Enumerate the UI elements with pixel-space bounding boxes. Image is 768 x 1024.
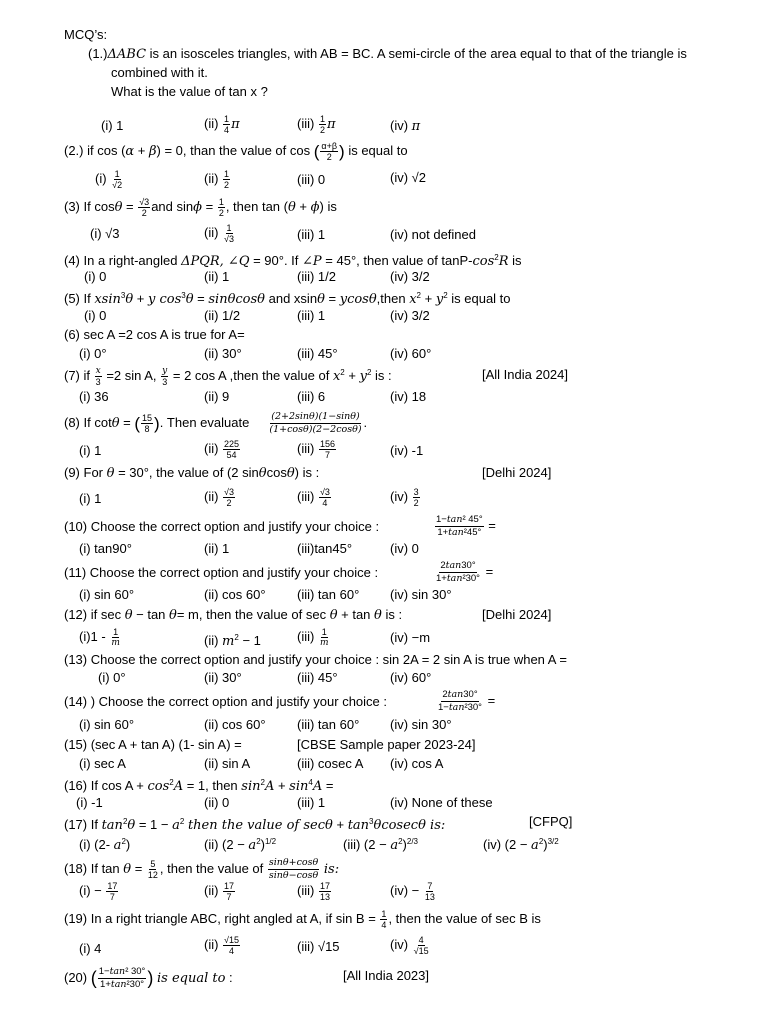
q2-option-4: (iv) √2	[390, 170, 427, 185]
q10-option-3: (iii)tan45°	[297, 541, 353, 556]
q20-source: [All India 2023]	[343, 968, 430, 983]
q8-option-1: (i) 1	[79, 443, 102, 458]
q8-option-4: (iv) -1	[390, 443, 424, 458]
q14-expression: $\frac{2\tan 30^\circ}{\text{1−tan²30°}}$ =	[438, 689, 496, 713]
q19-option-4: (iv) $\frac{4}{√15}$	[390, 935, 429, 956]
q13-option-2: (ii) 30°	[204, 670, 242, 685]
q14-option-3: (iii) tan 60°	[297, 717, 360, 732]
q7-source: [All India 2024]	[482, 367, 569, 382]
q8-option-3: (iii) $\frac{156}{7}$	[297, 439, 335, 460]
q13-option-3: (iii) 45°	[297, 670, 338, 685]
q1-option-1: (i) 1	[101, 118, 124, 133]
q11-option-4: (iv) sin 30°	[390, 587, 452, 602]
q9-option-1: (i) 1	[79, 491, 102, 506]
q15-option-2: (ii) sin A	[204, 756, 251, 771]
question-12: (12) if sec θ − tan θ= m, then the value of sec θ + tan θ is :	[64, 607, 403, 623]
q11-option-2: (ii) cos 60°	[204, 587, 266, 602]
q11-expression: $\frac{2\tan 30^\circ}{\text{1+tan²30°}}$ =	[436, 560, 494, 584]
q9-option-2: (ii) $\frac{√3}{2}$	[204, 487, 234, 508]
q16-option-2: (ii) 0	[204, 795, 230, 810]
q17-option-4: (iv) $(2 - a^2)^{3/2}$	[483, 837, 559, 853]
q17-option-1: (i) (2- $a^2$)	[79, 837, 131, 853]
q10-option-4: (iv) 0	[390, 541, 419, 556]
q19-option-2: (ii) $\frac{√15}{4}$	[204, 935, 239, 956]
q15-option-3: (iii) cosec A	[297, 756, 364, 771]
q3-option-1: (i) √3	[90, 226, 120, 241]
q12-option-3: (iii) $\frac{1}{m}$	[297, 627, 329, 648]
question-4: (4) In a right-angled ΔPQR, ∠Q = 90°. If ∠P = 45°, then value of tanP-$\cos^2R$ is	[64, 253, 522, 269]
question-14: (14) ) Choose the correct option and justify your choice :	[64, 694, 387, 709]
q7-option-1: (i) 36	[79, 389, 109, 404]
q18-option-2: (ii) $\frac{17}{7}$	[204, 881, 235, 902]
q19-option-1: (i) 4	[79, 941, 102, 956]
q3-option-2: (ii) $\frac{1}{√3}$	[204, 223, 234, 244]
q5-option-1: (i) 0	[84, 308, 107, 323]
q14-option-4: (iv) sin 30°	[390, 717, 452, 732]
q12-source: [Delhi 2024]	[482, 607, 552, 622]
question-9: (9) For θ = 30°, the value of (2 sinθcosθ) is :	[64, 465, 320, 481]
q13-option-1: (i) 0°	[98, 670, 126, 685]
question-19: (19) In a right triangle ABC, right angled at A, if sin B = $\frac{1}{4}$ , then the value of sec B is	[64, 909, 541, 930]
question-13: (13) Choose the correct option and justify your choice : sin 2A = 2 sin A is true when A =	[64, 652, 567, 667]
q10-option-2: (ii) 1	[204, 541, 230, 556]
q1-option-4: (iv) π	[390, 118, 421, 134]
q15-option-1: (i) sec A	[79, 756, 126, 771]
q3-option-3: (iii) 1	[297, 227, 326, 242]
q4-option-2: (ii) 1	[204, 269, 230, 284]
q14-option-2: (ii) cos 60°	[204, 717, 266, 732]
q17-option-2: (ii) $(2 - a^2)^{1/2}$	[204, 837, 277, 853]
q9-source: [Delhi 2024]	[482, 465, 552, 480]
q3-option-4: (iv) not defined	[390, 227, 476, 242]
question-11: (11) Choose the correct option and justify your choice :	[64, 565, 379, 580]
q6-option-2: (ii) 30°	[204, 346, 242, 361]
q16-option-1: (i) -1	[76, 795, 103, 810]
q11-option-1: (i) sin 60°	[79, 587, 135, 602]
q16-option-4: (iv) None of these	[390, 795, 493, 810]
question-17: (17) If $\tan^2\theta = 1 - a^2$ then the value of $\sec\theta + \tan^3\theta cosec\theta$ is:	[64, 817, 446, 833]
q9-option-4: (iv) $\frac{3}{2}$	[390, 487, 419, 508]
q17-source: [CFPQ]	[529, 814, 573, 829]
q2-option-2: (ii) $\frac{1}{2}$	[204, 169, 230, 190]
q11-option-3: (iii) tan 60°	[297, 587, 360, 602]
q2-option-3: (iii) 0	[297, 172, 326, 187]
q18-option-4: (iv) − $\frac{7}{13}$	[390, 881, 435, 902]
q14-option-1: (i) sin 60°	[79, 717, 135, 732]
q13-option-4: (iv) 60°	[390, 670, 432, 685]
question-2: (2.) if cos (α + β) = 0, than the value of cos ( $\frac{\alpha+\beta}{2}$ ) is equal to	[64, 141, 408, 162]
question-20: (20) ( $\frac{\text{1−tan² 30°}}{\text{1+tan²30°}}$ ) is equal to :	[64, 966, 233, 990]
question-18: (18) If tan θ = $\frac{5}{12}$ , then the value of $\frac{\sin\theta+\cos\theta}{\sin\theta-\cos\theta}$ is:	[64, 857, 340, 881]
question-7: (7) if $\frac{x}{3}$ =2 sin A, $\frac{y}{3}$ = 2 cos A ,then the value of $x^2 + y^2$ is :	[64, 366, 392, 388]
q18-option-1: (i) − $\frac{17}{7}$	[79, 881, 118, 902]
question-1-line-2: combined with it.	[111, 65, 208, 80]
q16-option-3: (iii) 1	[297, 795, 326, 810]
question-15: (15) (sec A + tan A) (1- sin A) =	[64, 737, 242, 752]
q12-option-2: (ii) $m^2 - 1$	[204, 633, 261, 649]
heading: MCQ’s:	[64, 27, 108, 42]
question-3: (3) If cosθ = $\frac{√3}{2}$ and sinϕ = $\frac{1}{2}$ , then tan (θ + ϕ) is	[64, 197, 337, 218]
q7-option-3: (iii) 6	[297, 389, 326, 404]
q1-option-2: (ii) $\frac{1}{4}$ π	[204, 114, 240, 135]
q19-option-3: (iii) √15	[297, 939, 340, 954]
q6-option-4: (iv) 60°	[390, 346, 432, 361]
q2-option-1: (i) $\frac{1}{√2}$	[95, 169, 123, 190]
question-10: (10) Choose the correct option and justify your choice :	[64, 519, 380, 534]
q10-option-1: (i) tan90°	[79, 541, 132, 556]
question-1: (1.)ΔABC is an isosceles triangles, with AB = BC. A semi-circle of the area equal to that of the triangle is	[88, 46, 687, 62]
q12-option-4: (iv) −m	[390, 630, 431, 645]
q9-option-3: (iii) $\frac{√3}{4}$	[297, 487, 330, 508]
q6-option-1: (i) 0°	[79, 346, 107, 361]
q12-option-1: (i)1 - $\frac{1}{m}$	[79, 627, 120, 648]
q6-option-3: (iii) 45°	[297, 346, 338, 361]
q5-option-4: (iv) 3/2	[390, 308, 430, 323]
question-1-line-3: What is the value of tan x ?	[111, 84, 268, 99]
question-5: (5) If xsin$^3$θ + y $\cos^3\theta = \sin\theta\cos\theta$ and xsinθ = ycosθ,then $x^2 + y^2$ is equal to	[64, 291, 511, 307]
q8-option-2: (ii) $\frac{225}{54}$	[204, 439, 240, 460]
q4-option-1: (i) 0	[84, 269, 107, 284]
q5-option-2: (ii) 1/2	[204, 308, 241, 323]
q4-option-3: (iii) 1/2	[297, 269, 337, 284]
q18-option-3: (iii) $\frac{17}{13}$	[297, 881, 330, 902]
q17-option-3: (iii) $(2 - a^2)^{2/3}$	[343, 837, 418, 853]
q1-option-3: (iii) $\frac{1}{2}$ π	[297, 114, 336, 135]
question-6: (6) sec A =2 cos A is true for A=	[64, 327, 245, 342]
q10-expression: $\frac{\text{1−tan² 45°}}{\text{1+tan²45°}}$ =	[436, 514, 496, 538]
question-8: (8) If cotθ = ( $\frac{15}{8}$ ). Then evaluate $\frac{(2+2\sin\theta)(1-\sin\theta)}{(1+\cos\theta)(2-2\cos\theta)}$ .	[64, 411, 368, 435]
q15-source: [CBSE Sample paper 2023-24]	[297, 737, 476, 752]
question-16: (16) If $\cos A + \cos^2A = 1$, then $\sin^2A + \sin^4A$ =	[64, 778, 334, 794]
q15-option-4: (iv) cos A	[390, 756, 444, 771]
q4-option-4: (iv) 3/2	[390, 269, 430, 284]
q5-option-3: (iii) 1	[297, 308, 326, 323]
q7-option-4: (iv) 18	[390, 389, 427, 404]
q7-option-2: (ii) 9	[204, 389, 230, 404]
